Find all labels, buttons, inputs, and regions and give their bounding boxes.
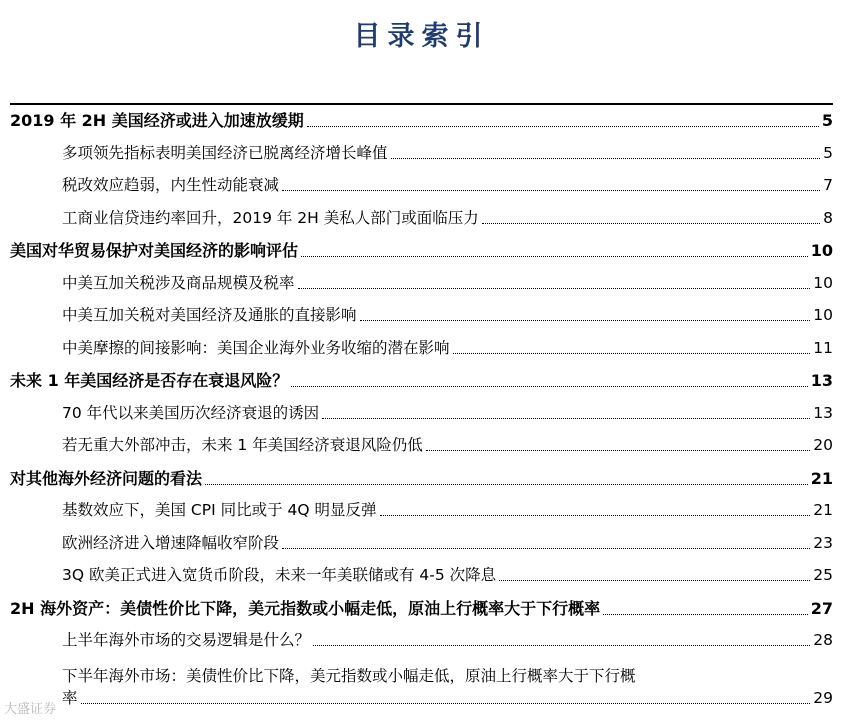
toc-page-number: 8 <box>823 208 833 227</box>
toc-page-number: 11 <box>813 338 833 357</box>
toc-page-number: 28 <box>813 631 833 649</box>
toc-subsection-entry[interactable] <box>62 563 833 585</box>
toc-subsection-entry[interactable] <box>62 401 833 423</box>
toc-subsection-entry[interactable] <box>62 661 833 708</box>
toc-dot-leader <box>603 614 808 615</box>
toc-dot-leader <box>298 288 811 289</box>
toc-entry-title: 中美摩擦的间接影响：美国企业海外业务收缩的潜在影响 <box>62 338 450 357</box>
toc-dot-leader <box>391 158 821 159</box>
toc-page-number: 10 <box>810 241 833 260</box>
toc-section-entry[interactable] <box>10 238 833 261</box>
toc-page-number: 23 <box>813 533 833 552</box>
toc-entry-title: 中美互加关税对美国经济及通胀的直接影响 <box>62 306 357 324</box>
toc-page-number: 5 <box>821 111 833 130</box>
toc-dot-leader <box>301 256 808 257</box>
toc-page-number: 7 <box>823 176 833 194</box>
toc-page-number: 27 <box>810 598 833 618</box>
toc-dot-leader <box>282 190 820 191</box>
toc-entry-title: 基数效应下，美国 CPI 同比或于 4Q 明显反弹 <box>62 501 377 519</box>
toc-section-entry[interactable] <box>10 466 833 489</box>
toc-entry-title: 对其他海外经济问题的看法 <box>10 468 203 488</box>
toc-entry-title: 上半年海外市场的交易逻辑是什么？ <box>62 631 311 649</box>
toc-dot-leader <box>291 386 807 387</box>
toc-dot-leader <box>322 418 810 419</box>
toc-page-number: 10 <box>813 273 833 292</box>
toc-entry-title: 中美互加关税涉及商品规模及税率 <box>62 273 295 292</box>
toc-dot-leader <box>307 126 819 127</box>
toc-subsection-entry[interactable] <box>62 271 833 293</box>
toc-section-entry[interactable] <box>10 368 833 391</box>
toc-entry-title: 3Q 欧美正式进入宽货币阶段，未来一年美联储或有 4-5 次降息 <box>62 566 497 584</box>
toc-subsection-entry[interactable] <box>62 141 833 163</box>
toc-section-entry[interactable] <box>10 596 833 619</box>
toc-dot-leader <box>453 353 811 354</box>
toc-entry-title: 若无重大外部冲击，未来 1 年美国经济衰退风险仍低 <box>62 436 423 454</box>
toc-entry-title: 欧洲经济进入增速降幅收窄阶段 <box>62 533 280 552</box>
toc-entry-title: 未来 1 年美国经济是否存在衰退风险？ <box>10 371 289 390</box>
toc-page-number: 21 <box>813 501 833 519</box>
toc-subsection-entry[interactable] <box>62 531 833 553</box>
toc-entry-title: 多项领先指标表明美国经济已脱离经济增长峰值 <box>62 143 388 162</box>
toc-entry-title: 税改效应趋弱，内生性动能衰减 <box>62 176 280 194</box>
toc-entry-title: 2H 海外资产：美债性价比下降，美元指数或小幅走低，原油上行概率大于下行概率 <box>10 598 601 618</box>
toc-subsection-entry[interactable] <box>62 336 833 358</box>
toc-entry-title: 70 年代以来美国历次经济衰退的诱因 <box>62 403 320 422</box>
toc-page-number: 5 <box>823 143 833 162</box>
toc-dot-leader <box>426 450 811 451</box>
toc-dot-leader <box>482 223 820 224</box>
toc-entry-title: 2019 年 2H 美国经济或进入加速放缓期 <box>10 111 304 130</box>
toc-dot-leader <box>313 645 810 646</box>
toc-page-number: 20 <box>813 436 833 454</box>
toc-dot-leader <box>499 580 810 581</box>
toc-dot-leader <box>205 484 808 485</box>
toc-page-number: 13 <box>813 403 833 422</box>
toc-subsection-entry[interactable] <box>62 628 833 650</box>
toc-dot-leader <box>360 320 811 321</box>
toc-entry-title: 下半年海外市场：美债性价比下降，美元指数或小幅走低，原油上行概率大于下行概 <box>62 666 636 685</box>
toc-dot-leader <box>380 515 811 516</box>
toc-page-number: 10 <box>813 306 833 324</box>
toc-subsection-entry[interactable] <box>62 206 833 228</box>
toc-section-entry[interactable] <box>10 108 833 131</box>
toc-entry-title-continuation: 率 <box>62 688 78 707</box>
toc-page-number: 21 <box>810 468 833 488</box>
toc-subsection-entry[interactable] <box>62 498 833 520</box>
toc-dot-leader <box>282 548 810 549</box>
toc-subsection-entry[interactable] <box>62 303 833 325</box>
toc-dot-leader <box>81 703 811 704</box>
toc-subsection-entry[interactable] <box>62 173 833 195</box>
toc-subsection-entry[interactable] <box>62 433 833 455</box>
toc-page-number: 25 <box>813 566 833 584</box>
watermark-text: 大盛证券 <box>4 702 57 717</box>
toc-entry-title: 美国对华贸易保护对美国经济的影响评估 <box>10 241 299 260</box>
toc-page-number: 13 <box>810 371 833 390</box>
page-title: 目录索引 <box>353 21 490 52</box>
toc-entry-title: 工商业信贷违约率回升，2019 年 2H 美私人部门或面临压力 <box>62 208 479 227</box>
toc-page-number: 29 <box>813 688 833 707</box>
